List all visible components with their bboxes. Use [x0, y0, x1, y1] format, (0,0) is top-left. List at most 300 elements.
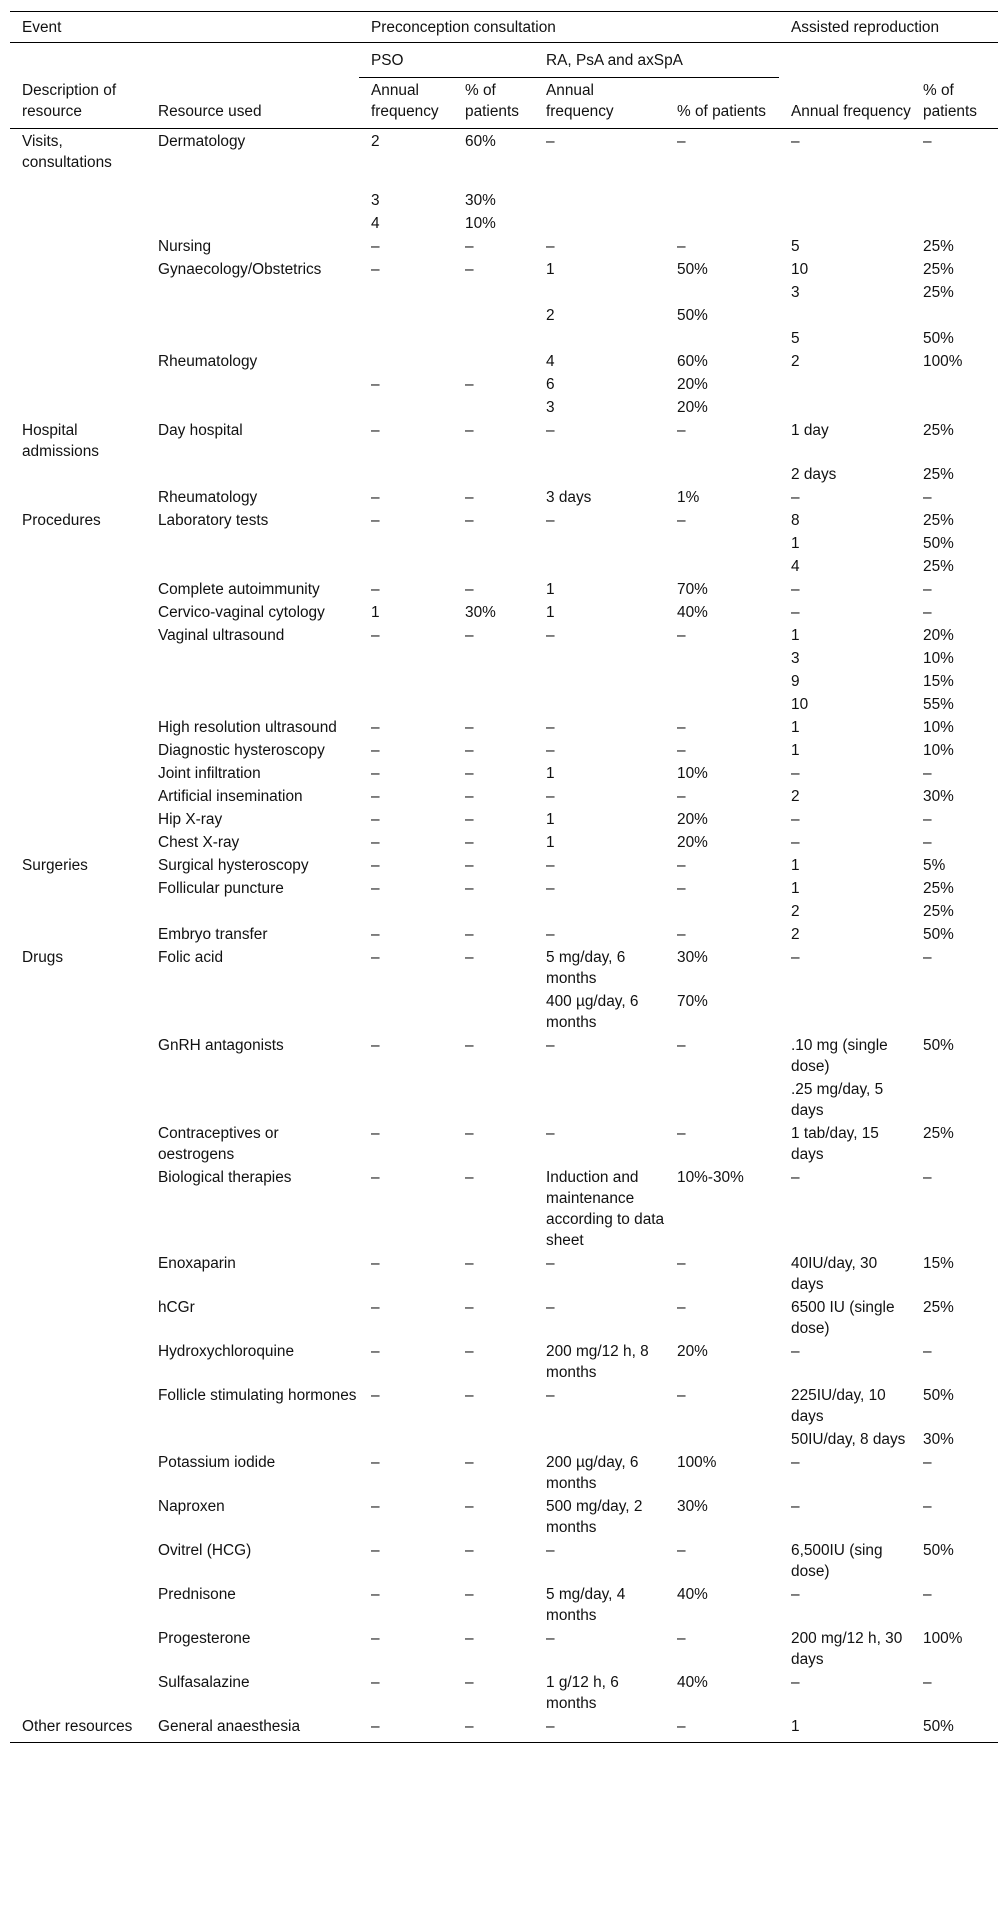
- cell-pso-percent: –: [465, 1498, 474, 1515]
- cell-description: Other resources: [10, 1714, 146, 1743]
- cell-ra-percent: 40%: [677, 1586, 708, 1603]
- cell-ar-percent: [911, 395, 998, 418]
- cell-ra-frequency: –: [534, 1714, 665, 1743]
- table-row: [10, 372, 998, 395]
- cell-resource: Enoxaparin: [158, 1255, 236, 1272]
- table-row: [10, 418, 998, 462]
- cell-description: [10, 1033, 146, 1077]
- table-row: [10, 1494, 998, 1538]
- cell-ra-percent: [665, 1427, 779, 1450]
- cell-pso-frequency: [359, 1427, 453, 1450]
- cell-ar-percent: –: [923, 581, 932, 598]
- header-ra-frequency: Annual frequency: [534, 78, 665, 129]
- cell-ra-frequency: [534, 692, 665, 715]
- cell-resource: Potassium iodide: [158, 1454, 276, 1471]
- cell-ra-percent: 20%: [677, 834, 708, 851]
- table-row: [10, 188, 998, 211]
- cell-description: [10, 1165, 146, 1251]
- cell-description: [10, 577, 146, 600]
- cell-pso-percent: –: [465, 1125, 474, 1142]
- cell-description: [10, 257, 146, 280]
- cell-pso-frequency: –: [371, 742, 380, 759]
- cell-ar-percent: –: [923, 133, 932, 150]
- cell-resource: Laboratory tests: [158, 512, 269, 529]
- cell-description: [10, 899, 146, 922]
- cell-description: [10, 669, 146, 692]
- cell-description: [10, 1077, 146, 1121]
- cell-pso-frequency: –: [371, 627, 380, 644]
- cell-ar-frequency: .25 mg/day, 5 days: [791, 1081, 884, 1119]
- cell-pso-frequency: –: [359, 1714, 453, 1743]
- cell-ar-frequency: 1: [791, 857, 800, 874]
- cell-description: [10, 462, 146, 485]
- cell-pso-frequency: –: [371, 422, 380, 439]
- cell-ra-frequency: –: [546, 422, 555, 439]
- cell-ar-percent: 25%: [923, 1299, 954, 1316]
- cell-ar-frequency: –: [791, 489, 800, 506]
- cell-ar-percent: 5%: [923, 857, 946, 874]
- cell-ra-percent: –: [677, 719, 686, 736]
- table-row: [10, 1383, 998, 1427]
- header-event: Event: [10, 12, 359, 43]
- cell-ar-frequency: 3: [791, 650, 800, 667]
- cell-pso-percent: [453, 646, 534, 669]
- cell-ra-frequency: –: [546, 627, 555, 644]
- cell-pso-percent: 10%: [465, 215, 496, 232]
- cell-resource: [146, 395, 359, 418]
- cell-ra-percent: –: [677, 627, 686, 644]
- cell-ar-frequency: 1: [791, 742, 800, 759]
- cell-ar-percent: 25%: [923, 903, 954, 920]
- cell-resource: [146, 989, 359, 1033]
- cell-ar-frequency: 2: [791, 353, 800, 370]
- cell-ra-percent: 50%: [677, 307, 708, 324]
- cell-pso-frequency: –: [371, 926, 380, 943]
- cell-resource: [146, 303, 359, 326]
- cell-ra-frequency: 5 mg/day, 4 months: [546, 1586, 626, 1624]
- cell-ar-frequency: 10: [791, 261, 809, 278]
- cell-resource: [146, 372, 359, 395]
- cell-ra-frequency: [534, 326, 665, 349]
- cell-pso-frequency: [359, 173, 453, 188]
- cell-resource: Cervico-vaginal cytology: [158, 604, 325, 621]
- cell-description: [10, 303, 146, 326]
- cell-pso-percent: –: [453, 1714, 534, 1743]
- cell-ra-percent: 10%-30%: [677, 1169, 744, 1186]
- cell-ar-percent: –: [923, 949, 932, 966]
- cell-ra-percent: 100%: [677, 1454, 717, 1471]
- cell-pso-percent: –: [465, 1630, 474, 1647]
- cell-ra-frequency: –: [546, 238, 555, 255]
- table-row: [10, 1626, 998, 1670]
- cell-ar-percent: 25%: [923, 880, 954, 897]
- cell-ra-percent: –: [677, 422, 686, 439]
- cell-ar-frequency: 2 days: [791, 466, 837, 483]
- cell-pso-frequency: –: [371, 581, 380, 598]
- cell-resource: Rheumatology: [158, 489, 258, 506]
- table-row: [10, 531, 998, 554]
- cell-ra-percent: [665, 899, 779, 922]
- cell-description: Hospital admissions: [22, 422, 99, 460]
- cell-description: [10, 1295, 146, 1339]
- cell-ra-percent: –: [677, 926, 686, 943]
- cell-ar-frequency: [779, 303, 911, 326]
- cell-description: [10, 326, 146, 349]
- cell-resource: [146, 669, 359, 692]
- cell-pso-percent: [453, 326, 534, 349]
- cell-pso-frequency: –: [371, 1255, 380, 1272]
- cell-description: [10, 784, 146, 807]
- cell-description: [10, 623, 146, 646]
- cell-ar-frequency: 8: [791, 512, 800, 529]
- cell-description: Surgeries: [22, 857, 88, 874]
- cell-description: [10, 1427, 146, 1450]
- cell-ra-frequency: –: [546, 1299, 555, 1316]
- cell-description: [10, 1670, 146, 1714]
- header-preconception: Preconception consultation: [359, 12, 779, 43]
- cell-ar-percent: 100%: [923, 1630, 963, 1647]
- cell-ar-frequency: –: [791, 1674, 800, 1691]
- cell-resource: [146, 646, 359, 669]
- cell-ra-percent: –: [677, 133, 686, 150]
- cell-ra-percent: 10%: [677, 765, 708, 782]
- cell-pso-percent: –: [465, 581, 474, 598]
- cell-ar-percent: 25%: [923, 422, 954, 439]
- cell-description: [10, 1383, 146, 1427]
- table-row: [10, 876, 998, 899]
- table-row: [10, 784, 998, 807]
- table-row: [10, 508, 998, 531]
- cell-ar-frequency: –: [791, 581, 800, 598]
- cell-pso-frequency: –: [371, 949, 380, 966]
- cell-pso-percent: –: [465, 1037, 474, 1054]
- cell-pso-frequency: –: [371, 1343, 380, 1360]
- cell-ar-percent: 50%: [923, 330, 954, 347]
- cell-description: [10, 1251, 146, 1295]
- cell-ra-percent: [665, 211, 779, 234]
- cell-ar-frequency: –: [791, 1586, 800, 1603]
- header-pso-frequency: Annual frequency: [359, 78, 453, 129]
- cell-pso-frequency: –: [371, 811, 380, 828]
- cell-ar-percent: –: [923, 604, 932, 621]
- cell-description: [10, 830, 146, 853]
- cell-ra-percent: [665, 646, 779, 669]
- cell-ra-percent: –: [677, 1542, 686, 1559]
- cell-ra-percent: 20%: [677, 811, 708, 828]
- cell-pso-frequency: [359, 303, 453, 326]
- cell-pso-frequency: –: [371, 1630, 380, 1647]
- header-ar-percent: % of patients: [911, 78, 998, 129]
- cell-pso-frequency: [359, 349, 453, 372]
- cell-pso-percent: –: [465, 880, 474, 897]
- cell-pso-percent: –: [465, 627, 474, 644]
- cell-pso-percent: –: [465, 512, 474, 529]
- cell-pso-frequency: [359, 280, 453, 303]
- cell-pso-percent: 30%: [465, 604, 496, 621]
- cell-resource: Hydroxychloroquine: [158, 1343, 295, 1360]
- table-row: [10, 1450, 998, 1494]
- cell-resource: Follicular puncture: [158, 880, 284, 897]
- table-row: [10, 1121, 998, 1165]
- cell-ar-frequency: 1: [779, 1714, 911, 1743]
- cell-ar-percent: –: [923, 1343, 932, 1360]
- cell-ar-percent: 50%: [923, 1037, 954, 1054]
- cell-ar-percent: [911, 211, 998, 234]
- cell-ar-frequency: 4: [791, 558, 800, 575]
- cell-ra-percent: –: [677, 1125, 686, 1142]
- cell-ra-frequency: –: [546, 1387, 555, 1404]
- table-row: [10, 692, 998, 715]
- cell-ra-frequency: 200 µg/day, 6 months: [546, 1454, 639, 1492]
- cell-resource: General anaesthesia: [146, 1714, 359, 1743]
- cell-ra-percent: 50%: [677, 261, 708, 278]
- table-row: [10, 646, 998, 669]
- table-row: [10, 1251, 998, 1295]
- cell-ra-frequency: 1: [546, 604, 555, 621]
- cell-description: [10, 1450, 146, 1494]
- cell-pso-percent: –: [465, 1387, 474, 1404]
- cell-ra-percent: –: [665, 1714, 779, 1743]
- cell-ra-percent: –: [677, 857, 686, 874]
- cell-ar-percent: –: [923, 1674, 932, 1691]
- cell-pso-frequency: 3: [371, 192, 380, 209]
- cell-ra-percent: 70%: [677, 581, 708, 598]
- cell-ar-percent: [911, 1077, 998, 1121]
- table-row: [10, 211, 998, 234]
- cell-ar-frequency: 225IU/day, 10 days: [791, 1387, 886, 1425]
- cell-ar-percent: [911, 989, 998, 1033]
- cell-resource: [146, 1077, 359, 1121]
- cell-resource: Folic acid: [158, 949, 224, 966]
- cell-ar-percent: 25%: [923, 238, 954, 255]
- cell-pso-percent: –: [465, 788, 474, 805]
- cell-ra-percent: [665, 554, 779, 577]
- cell-ar-frequency: –: [791, 1343, 800, 1360]
- cell-ar-percent: 15%: [923, 673, 954, 690]
- cell-resource: Vaginal ultrasound: [158, 627, 285, 644]
- cell-description: [10, 211, 146, 234]
- cell-ra-frequency: –: [546, 1630, 555, 1647]
- cell-pso-percent: [453, 303, 534, 326]
- cell-description: [10, 280, 146, 303]
- cell-ar-percent: 50%: [923, 926, 954, 943]
- cell-ar-frequency: –: [791, 1498, 800, 1515]
- cell-pso-frequency: [359, 669, 453, 692]
- cell-pso-frequency: [359, 531, 453, 554]
- cell-pso-percent: –: [465, 261, 474, 278]
- table-row: [10, 326, 998, 349]
- cell-pso-percent: –: [465, 949, 474, 966]
- cell-ar-frequency: 5: [791, 238, 800, 255]
- cell-ra-frequency: [534, 173, 665, 188]
- cell-resource: Surgical hysteroscopy: [158, 857, 309, 874]
- cell-description: [10, 715, 146, 738]
- cell-ra-frequency: [534, 899, 665, 922]
- cell-resource: [146, 692, 359, 715]
- cell-ar-percent: 55%: [923, 696, 954, 713]
- table-row: [10, 1033, 998, 1077]
- cell-ar-frequency: –: [791, 811, 800, 828]
- cell-ar-frequency: 1 day: [791, 422, 829, 439]
- cell-ar-frequency: 3: [791, 284, 800, 301]
- cell-pso-frequency: [359, 989, 453, 1033]
- cell-pso-percent: –: [465, 1454, 474, 1471]
- cell-pso-frequency: –: [371, 512, 380, 529]
- cell-pso-percent: –: [465, 719, 474, 736]
- cell-ra-percent: –: [677, 1630, 686, 1647]
- cell-resource: GnRH antagonists: [158, 1037, 284, 1054]
- cell-ra-percent: –: [677, 512, 686, 529]
- cell-ar-frequency: 1: [791, 719, 800, 736]
- cell-description: [10, 372, 146, 395]
- cell-ar-percent: 50%: [923, 1387, 954, 1404]
- cell-ar-percent: 50%: [923, 1542, 954, 1559]
- header-row-top: [10, 12, 998, 43]
- cell-resource: Joint infiltration: [158, 765, 261, 782]
- cell-ra-frequency: 1: [546, 765, 555, 782]
- table-row: [10, 899, 998, 922]
- cell-pso-frequency: –: [371, 1542, 380, 1559]
- cell-ra-frequency: 6: [546, 376, 555, 393]
- cell-ar-frequency: [779, 188, 911, 211]
- cell-ar-percent: 25%: [923, 512, 954, 529]
- cell-pso-frequency: –: [371, 1674, 380, 1691]
- cell-ra-frequency: –: [546, 1037, 555, 1054]
- cell-description: [10, 173, 146, 188]
- cell-description: [10, 761, 146, 784]
- cell-ar-frequency: 1: [791, 535, 800, 552]
- cell-ar-frequency: –: [791, 949, 800, 966]
- cell-description: Procedures: [22, 512, 101, 529]
- cell-ar-percent: 20%: [923, 627, 954, 644]
- cell-resource: Complete autoimmunity: [158, 581, 320, 598]
- cell-ra-frequency: 1: [546, 811, 555, 828]
- table-row: [10, 830, 998, 853]
- cell-resource: Contraceptives or oestrogens: [158, 1125, 279, 1163]
- cell-ra-frequency: 1: [546, 834, 555, 851]
- cell-pso-percent: [453, 395, 534, 418]
- cell-ar-percent: 50%: [911, 1714, 998, 1743]
- cell-ar-percent: –: [923, 765, 932, 782]
- cell-ra-frequency: 5 mg/day, 6 months: [546, 949, 626, 987]
- cell-description: [10, 1626, 146, 1670]
- cell-pso-percent: –: [465, 1255, 474, 1272]
- cell-ar-percent: –: [923, 1586, 932, 1603]
- table-row: [10, 1582, 998, 1626]
- cell-ra-frequency: [534, 188, 665, 211]
- cell-resource: Follicle stimulating hormones: [158, 1387, 357, 1404]
- cell-pso-percent: –: [465, 1542, 474, 1559]
- cell-ra-percent: [665, 669, 779, 692]
- cell-description: [10, 1121, 146, 1165]
- cell-resource: [146, 188, 359, 211]
- cell-resource: Nursing: [158, 238, 212, 255]
- header-resource: Resource used: [146, 78, 359, 129]
- cell-description: [10, 692, 146, 715]
- cell-ra-frequency: –: [546, 1125, 555, 1142]
- cell-pso-percent: [453, 1427, 534, 1450]
- cell-description: [10, 600, 146, 623]
- cell-pso-percent: –: [465, 1299, 474, 1316]
- cell-description: [10, 807, 146, 830]
- cell-ar-frequency: 50IU/day, 8 days: [791, 1431, 906, 1448]
- cell-ar-percent: 25%: [923, 1125, 954, 1142]
- cell-resource: Embryo transfer: [158, 926, 268, 943]
- header-pso: PSO: [359, 43, 534, 78]
- cell-ar-percent: 50%: [923, 535, 954, 552]
- cell-pso-frequency: –: [371, 238, 380, 255]
- cell-pso-percent: [453, 1077, 534, 1121]
- cell-ra-frequency: [534, 646, 665, 669]
- table-row: [10, 234, 998, 257]
- table-row: [10, 1427, 998, 1450]
- cell-ar-percent: –: [923, 834, 932, 851]
- cell-ar-frequency: [779, 173, 911, 188]
- table-row: [10, 669, 998, 692]
- cell-ar-frequency: 1 tab/day, 15 days: [791, 1125, 879, 1163]
- cell-ra-percent: –: [677, 1255, 686, 1272]
- cell-pso-frequency: –: [371, 489, 380, 506]
- cell-ar-frequency: –: [791, 834, 800, 851]
- cell-ra-percent: 30%: [677, 1498, 708, 1515]
- cell-ra-frequency: –: [546, 926, 555, 943]
- cell-ar-percent: [911, 173, 998, 188]
- cell-ra-frequency: 400 µg/day, 6 months: [546, 993, 639, 1031]
- cell-pso-percent: –: [465, 1343, 474, 1360]
- cell-ra-percent: 40%: [677, 604, 708, 621]
- cell-ar-percent: 30%: [923, 788, 954, 805]
- table-row: [10, 1077, 998, 1121]
- cell-resource: Diagnostic hysteroscopy: [158, 742, 325, 759]
- cell-pso-percent: –: [465, 422, 474, 439]
- cell-resource: [146, 899, 359, 922]
- cell-resource: Naproxen: [158, 1498, 225, 1515]
- cell-ra-frequency: [534, 211, 665, 234]
- cell-pso-frequency: –: [371, 1586, 380, 1603]
- cell-ra-frequency: Induction and maintenance according to data sheet: [546, 1169, 665, 1249]
- table-body: [10, 129, 998, 1743]
- cell-pso-frequency: –: [371, 1387, 380, 1404]
- cell-ar-percent: 25%: [923, 284, 954, 301]
- cell-pso-percent: –: [465, 811, 474, 828]
- cell-ar-frequency: .10 mg (single dose): [791, 1037, 888, 1075]
- cell-ra-frequency: –: [546, 133, 555, 150]
- cell-ra-percent: 20%: [677, 399, 708, 416]
- table-row: [10, 395, 998, 418]
- cell-ra-percent: [665, 280, 779, 303]
- cell-pso-percent: –: [465, 1169, 474, 1186]
- cell-resource: Day hospital: [158, 422, 243, 439]
- cell-pso-frequency: [359, 646, 453, 669]
- cell-pso-frequency: [359, 1077, 453, 1121]
- cell-pso-frequency: –: [371, 1169, 380, 1186]
- table-row: [10, 807, 998, 830]
- cell-pso-frequency: [359, 395, 453, 418]
- header-row-groups: [10, 43, 998, 78]
- table-row: [10, 462, 998, 485]
- cell-description: [10, 1538, 146, 1582]
- cell-ar-percent: [911, 303, 998, 326]
- cell-description: [10, 349, 146, 372]
- cell-ar-frequency: [779, 211, 911, 234]
- cell-ra-percent: [665, 173, 779, 188]
- table-row: [10, 280, 998, 303]
- table-row: [10, 485, 998, 508]
- cell-ra-frequency: 3 days: [546, 489, 592, 506]
- cell-resource: Progesterone: [158, 1630, 251, 1647]
- cell-pso-percent: –: [465, 489, 474, 506]
- cell-resource: [146, 280, 359, 303]
